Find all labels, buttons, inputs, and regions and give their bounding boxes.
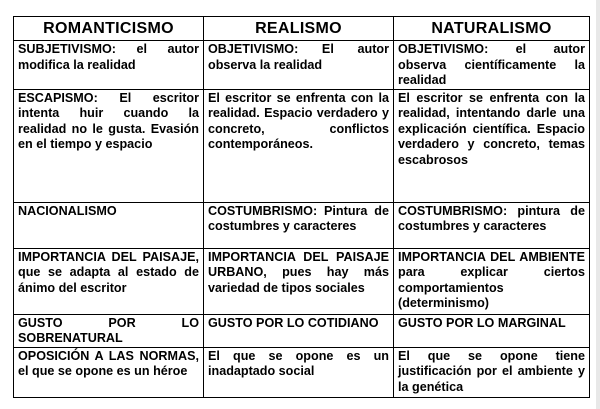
comparison-table-container — [13, 16, 589, 398]
cell-text: El escritor se enfrenta con la realidad. Espacio verdadero y concreto, conflictos contemporáneos. — [208, 90, 389, 151]
cell-text: El que se opone es un inadaptado social — [208, 348, 389, 378]
cell-keyword: COSTUMBRISMO: — [398, 203, 508, 218]
header-naturalismo: NATURALISMO — [394, 17, 590, 41]
cell-text: para explicar ciertos comportamientos (determinismo) — [398, 265, 585, 310]
cell-keyword: NACIONALISMO — [18, 203, 117, 218]
cell-realismo — [204, 314, 394, 347]
cell-text: Pintura de costumbres y caracteres — [208, 203, 389, 233]
header-realismo: REALISMO — [204, 17, 394, 41]
cell-romanticismo — [14, 314, 204, 347]
cell-text: El escritor se enfrenta con la realidad, intentando darle una explicación científica. Espacio verdadero y concreto, temas escabrosos — [398, 90, 585, 167]
table-row — [14, 202, 590, 248]
cell-text: , el que se opone es un héroe — [18, 348, 199, 378]
cell-romanticismo — [14, 347, 204, 397]
cell-text: , pues hay más variedad de tipos sociales — [208, 265, 389, 295]
cell-romanticismo — [14, 248, 204, 314]
cell-keyword: ESCAPISMO: — [18, 90, 98, 105]
cell-romanticismo — [14, 89, 204, 202]
cell-naturalismo — [394, 314, 590, 347]
page-edge-shadow — [596, 0, 600, 409]
cell-naturalismo — [394, 202, 590, 248]
cell-naturalismo — [394, 248, 590, 314]
cell-text: El autor observa la realidad — [208, 42, 389, 72]
cell-naturalismo — [394, 41, 590, 90]
cell-realismo — [204, 89, 394, 202]
cell-romanticismo — [14, 41, 204, 90]
cell-realismo — [204, 248, 394, 314]
table-row — [14, 347, 590, 397]
cell-text: , que se adapta al estado de ánimo del escritor — [18, 249, 199, 295]
cell-keyword: IMPORTANCIA DEL AMBIENTE — [398, 249, 585, 264]
cell-text: el autor modifica la realidad — [18, 42, 199, 72]
table-row — [14, 41, 590, 90]
cell-keyword: OBJETIVISMO: — [398, 42, 489, 56]
cell-text: el autor observa científicamente la realidad — [398, 42, 585, 87]
cell-keyword: IMPORTANCIA DEL PAISAJE — [18, 249, 196, 264]
cell-keyword: GUSTO POR LO COTIDIANO — [208, 315, 379, 330]
cell-keyword: COSTUMBRISMO: — [208, 203, 318, 218]
cell-keyword: GUSTO POR LO MARGINAL — [398, 315, 566, 330]
cell-text: El que se opone tiene justificación por el ambiente y la genética — [398, 348, 585, 394]
cell-realismo — [204, 202, 394, 248]
cell-keyword: GUSTO POR LO SOBRENATURAL — [18, 315, 199, 345]
cell-realismo — [204, 347, 394, 397]
header-row — [14, 17, 590, 41]
table-row — [14, 314, 590, 347]
cell-romanticismo — [14, 202, 204, 248]
cell-keyword: IMPORTANCIA DEL PAISAJE URBANO — [208, 249, 389, 279]
cell-text: pintura de costumbres y caracteres — [398, 203, 585, 233]
literary-movements-table — [13, 16, 590, 398]
cell-text: El escritor intenta huir cuando la realidad no le gusta. Evasión en el tiempo y espacio — [18, 90, 199, 151]
cell-keyword: OPOSICIÓN A LAS NORMAS — [18, 348, 196, 363]
cell-keyword: SUBJETIVISMO: — [18, 42, 116, 56]
cell-keyword: OBJETIVISMO: — [208, 42, 299, 56]
header-romanticismo: ROMANTICISMO — [14, 17, 204, 41]
cell-naturalismo — [394, 347, 590, 397]
cell-naturalismo — [394, 89, 590, 202]
table-row — [14, 248, 590, 314]
table-row — [14, 89, 590, 202]
cell-realismo — [204, 41, 394, 90]
